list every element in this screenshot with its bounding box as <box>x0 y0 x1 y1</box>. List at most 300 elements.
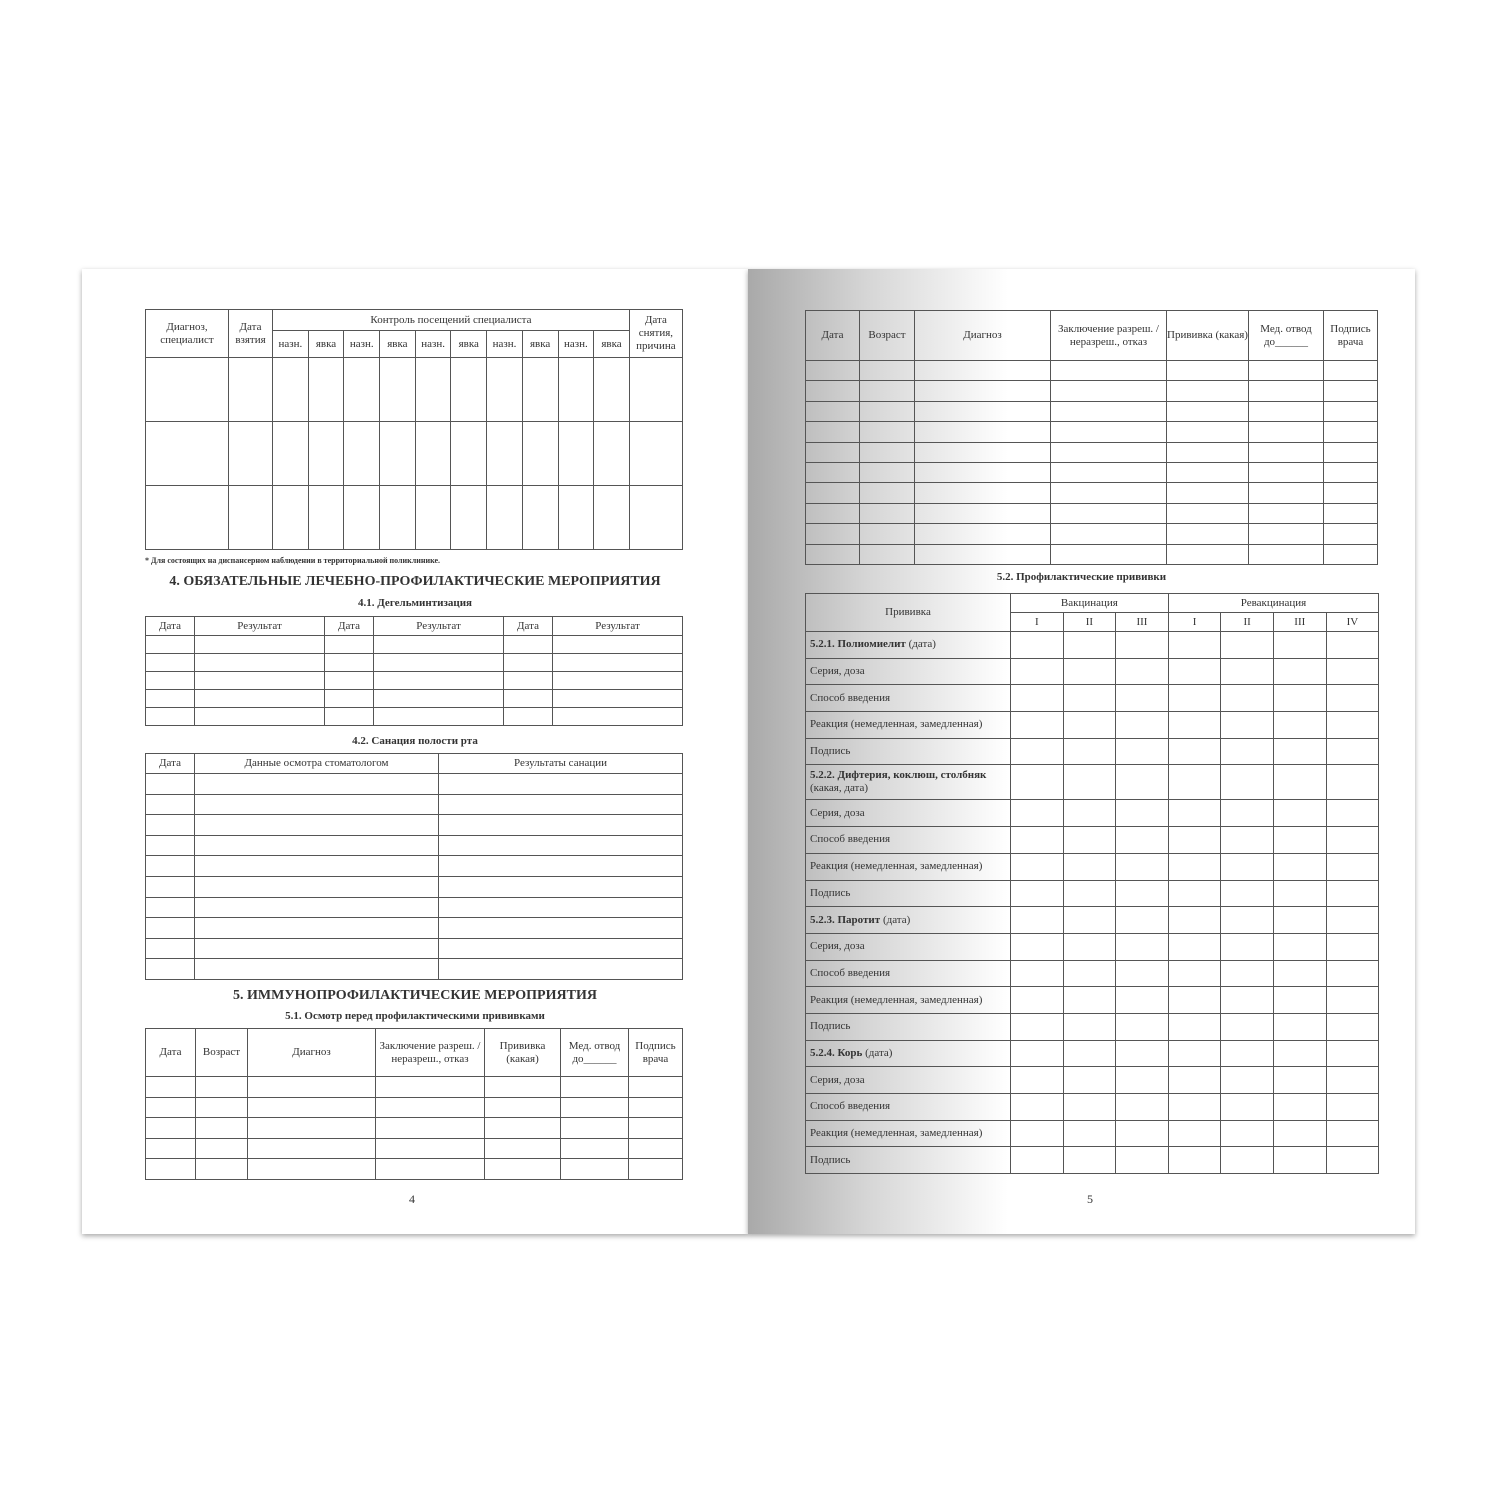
table-cell[interactable] <box>915 503 1051 523</box>
table-cell[interactable] <box>1011 1120 1064 1147</box>
table-cell[interactable] <box>1273 1067 1326 1094</box>
table-cell[interactable] <box>146 1077 196 1098</box>
table-cell[interactable] <box>629 1138 683 1159</box>
table-cell[interactable] <box>860 524 915 544</box>
table-cell[interactable] <box>1063 827 1116 854</box>
table-cell[interactable] <box>195 690 325 708</box>
table-cell[interactable] <box>451 422 487 486</box>
table-cell[interactable] <box>485 1118 561 1139</box>
table-cell[interactable] <box>1011 800 1064 827</box>
table-cell[interactable] <box>1168 765 1221 800</box>
table-cell[interactable] <box>1011 880 1064 907</box>
table-cell[interactable] <box>1221 1040 1274 1067</box>
table-cell[interactable] <box>1011 685 1064 712</box>
table-cell[interactable] <box>1167 503 1249 523</box>
table-cell[interactable] <box>504 636 553 654</box>
table-cell[interactable] <box>229 358 273 422</box>
table-cell[interactable] <box>325 672 374 690</box>
table-cell[interactable] <box>558 422 594 486</box>
table-cell[interactable] <box>1326 1013 1379 1040</box>
table-cell[interactable] <box>308 358 344 422</box>
table-cell[interactable] <box>1063 960 1116 987</box>
table-cell[interactable] <box>1116 738 1169 765</box>
table-cell[interactable] <box>1051 442 1167 462</box>
table-cell[interactable] <box>1116 960 1169 987</box>
table-cell[interactable] <box>146 856 195 877</box>
table-cell[interactable] <box>1273 827 1326 854</box>
table-cell[interactable] <box>1116 632 1169 659</box>
table-cell[interactable] <box>1011 658 1064 685</box>
table-cell[interactable] <box>380 358 416 422</box>
table-cell[interactable] <box>325 708 374 726</box>
table-cell[interactable] <box>553 708 683 726</box>
table-cell[interactable] <box>860 401 915 421</box>
table-cell[interactable] <box>1051 422 1167 442</box>
table-cell[interactable] <box>1116 1067 1169 1094</box>
table-cell[interactable] <box>806 524 860 544</box>
table-cell[interactable] <box>1168 632 1221 659</box>
table-cell[interactable] <box>1326 853 1379 880</box>
table-cell[interactable] <box>915 462 1051 482</box>
table-cell[interactable] <box>374 708 504 726</box>
table-cell[interactable] <box>344 358 380 422</box>
table-cell[interactable] <box>558 358 594 422</box>
table-cell[interactable] <box>1051 381 1167 401</box>
table-cell[interactable] <box>915 422 1051 442</box>
table-cell[interactable] <box>553 690 683 708</box>
table-cell[interactable] <box>1273 933 1326 960</box>
table-cell[interactable] <box>1221 827 1274 854</box>
table-cell[interactable] <box>1168 960 1221 987</box>
table-cell[interactable] <box>1116 765 1169 800</box>
table-cell[interactable] <box>1324 401 1378 421</box>
table-cell[interactable] <box>806 361 860 381</box>
table-cell[interactable] <box>1273 853 1326 880</box>
table-cell[interactable] <box>374 636 504 654</box>
table-cell[interactable] <box>1116 987 1169 1014</box>
table-cell[interactable] <box>1326 738 1379 765</box>
table-cell[interactable] <box>195 708 325 726</box>
table-cell[interactable] <box>1273 1040 1326 1067</box>
table-cell[interactable] <box>1249 462 1324 482</box>
table-cell[interactable] <box>146 774 195 795</box>
table-cell[interactable] <box>380 486 416 550</box>
table-cell[interactable] <box>1221 1013 1274 1040</box>
table-cell[interactable] <box>629 422 682 486</box>
table-cell[interactable] <box>1324 422 1378 442</box>
table-cell[interactable] <box>195 835 439 856</box>
table-cell[interactable] <box>1326 907 1379 934</box>
table-cell[interactable] <box>860 483 915 503</box>
table-cell[interactable] <box>558 486 594 550</box>
table-cell[interactable] <box>860 544 915 564</box>
table-cell[interactable] <box>195 856 439 877</box>
table-cell[interactable] <box>1011 1013 1064 1040</box>
table-cell[interactable] <box>1249 524 1324 544</box>
table-cell[interactable] <box>146 486 229 550</box>
table-cell[interactable] <box>439 897 683 918</box>
table-cell[interactable] <box>1167 422 1249 442</box>
table-cell[interactable] <box>1326 658 1379 685</box>
table-cell[interactable] <box>439 774 683 795</box>
table-cell[interactable] <box>915 544 1051 564</box>
table-cell[interactable] <box>1063 987 1116 1014</box>
table-cell[interactable] <box>376 1138 485 1159</box>
table-cell[interactable] <box>1011 933 1064 960</box>
table-cell[interactable] <box>1221 685 1274 712</box>
table-cell[interactable] <box>1221 880 1274 907</box>
table-cell[interactable] <box>1011 853 1064 880</box>
table-cell[interactable] <box>451 358 487 422</box>
table-cell[interactable] <box>1326 685 1379 712</box>
table-cell[interactable] <box>806 462 860 482</box>
table-cell[interactable] <box>1168 738 1221 765</box>
table-cell[interactable] <box>1011 1067 1064 1094</box>
table-cell[interactable] <box>561 1138 629 1159</box>
table-cell[interactable] <box>146 938 195 959</box>
table-cell[interactable] <box>522 486 558 550</box>
table-cell[interactable] <box>1221 960 1274 987</box>
table-cell[interactable] <box>1273 960 1326 987</box>
table-cell[interactable] <box>1167 544 1249 564</box>
table-cell[interactable] <box>915 361 1051 381</box>
table-cell[interactable] <box>806 381 860 401</box>
table-cell[interactable] <box>146 815 195 836</box>
table-cell[interactable] <box>860 442 915 462</box>
table-cell[interactable] <box>1063 1040 1116 1067</box>
table-cell[interactable] <box>1063 1120 1116 1147</box>
table-cell[interactable] <box>1051 462 1167 482</box>
table-cell[interactable] <box>195 876 439 897</box>
table-cell[interactable] <box>1221 933 1274 960</box>
table-cell[interactable] <box>146 690 195 708</box>
table-cell[interactable] <box>806 401 860 421</box>
table-cell[interactable] <box>561 1159 629 1180</box>
table-cell[interactable] <box>325 636 374 654</box>
table-cell[interactable] <box>146 422 229 486</box>
table-cell[interactable] <box>1063 1094 1116 1121</box>
table-cell[interactable] <box>1273 1094 1326 1121</box>
table-cell[interactable] <box>439 876 683 897</box>
table-cell[interactable] <box>1326 1040 1379 1067</box>
table-cell[interactable] <box>1324 524 1378 544</box>
table-cell[interactable] <box>485 1077 561 1098</box>
table-cell[interactable] <box>146 1138 196 1159</box>
table-cell[interactable] <box>806 483 860 503</box>
table-cell[interactable] <box>915 442 1051 462</box>
table-cell[interactable] <box>1273 738 1326 765</box>
table-cell[interactable] <box>1249 401 1324 421</box>
table-cell[interactable] <box>196 1097 248 1118</box>
table-cell[interactable] <box>1011 1147 1064 1174</box>
table-cell[interactable] <box>146 959 195 980</box>
table-cell[interactable] <box>1273 1120 1326 1147</box>
table-cell[interactable] <box>229 422 273 486</box>
table-cell[interactable] <box>325 690 374 708</box>
table-cell[interactable] <box>1221 1067 1274 1094</box>
table-cell[interactable] <box>1167 401 1249 421</box>
table-cell[interactable] <box>439 815 683 836</box>
table-cell[interactable] <box>1063 1147 1116 1174</box>
table-cell[interactable] <box>376 1118 485 1139</box>
table-cell[interactable] <box>415 358 451 422</box>
table-cell[interactable] <box>915 524 1051 544</box>
table-cell[interactable] <box>1063 765 1116 800</box>
table-cell[interactable] <box>561 1118 629 1139</box>
table-cell[interactable] <box>487 422 523 486</box>
table-cell[interactable] <box>146 708 195 726</box>
table-cell[interactable] <box>1063 907 1116 934</box>
table-cell[interactable] <box>1167 462 1249 482</box>
table-cell[interactable] <box>1221 1147 1274 1174</box>
table-cell[interactable] <box>1051 524 1167 544</box>
table-cell[interactable] <box>1063 880 1116 907</box>
table-cell[interactable] <box>248 1077 376 1098</box>
table-cell[interactable] <box>915 483 1051 503</box>
table-cell[interactable] <box>629 1159 683 1180</box>
table-cell[interactable] <box>915 401 1051 421</box>
table-cell[interactable] <box>860 381 915 401</box>
table-cell[interactable] <box>1063 685 1116 712</box>
table-cell[interactable] <box>1116 712 1169 739</box>
table-cell[interactable] <box>1051 544 1167 564</box>
table-cell[interactable] <box>1168 712 1221 739</box>
table-cell[interactable] <box>196 1077 248 1098</box>
table-cell[interactable] <box>1116 1094 1169 1121</box>
table-cell[interactable] <box>1063 658 1116 685</box>
table-cell[interactable] <box>1116 853 1169 880</box>
table-cell[interactable] <box>195 654 325 672</box>
table-cell[interactable] <box>1326 1120 1379 1147</box>
table-cell[interactable] <box>1273 987 1326 1014</box>
table-cell[interactable] <box>1326 765 1379 800</box>
table-cell[interactable] <box>561 1077 629 1098</box>
table-cell[interactable] <box>1011 987 1064 1014</box>
table-cell[interactable] <box>1273 880 1326 907</box>
table-cell[interactable] <box>1221 1094 1274 1121</box>
table-cell[interactable] <box>195 938 439 959</box>
table-cell[interactable] <box>1324 483 1378 503</box>
table-cell[interactable] <box>487 486 523 550</box>
table-cell[interactable] <box>439 835 683 856</box>
table-cell[interactable] <box>1273 632 1326 659</box>
table-cell[interactable] <box>1011 1040 1064 1067</box>
table-cell[interactable] <box>1011 827 1064 854</box>
table-cell[interactable] <box>553 654 683 672</box>
table-cell[interactable] <box>1326 1147 1379 1174</box>
table-cell[interactable] <box>1324 462 1378 482</box>
table-cell[interactable] <box>860 503 915 523</box>
table-cell[interactable] <box>195 918 439 939</box>
table-cell[interactable] <box>1326 712 1379 739</box>
table-cell[interactable] <box>344 422 380 486</box>
table-cell[interactable] <box>1168 1094 1221 1121</box>
table-cell[interactable] <box>195 774 439 795</box>
table-cell[interactable] <box>1221 658 1274 685</box>
table-cell[interactable] <box>1011 712 1064 739</box>
table-cell[interactable] <box>1249 544 1324 564</box>
table-cell[interactable] <box>1249 442 1324 462</box>
table-cell[interactable] <box>1249 381 1324 401</box>
table-cell[interactable] <box>629 358 682 422</box>
table-cell[interactable] <box>1273 800 1326 827</box>
table-cell[interactable] <box>1273 765 1326 800</box>
table-cell[interactable] <box>1249 422 1324 442</box>
table-cell[interactable] <box>485 1159 561 1180</box>
table-cell[interactable] <box>1116 933 1169 960</box>
table-cell[interactable] <box>1168 1147 1221 1174</box>
table-cell[interactable] <box>1326 827 1379 854</box>
table-cell[interactable] <box>195 897 439 918</box>
table-cell[interactable] <box>1249 361 1324 381</box>
table-cell[interactable] <box>374 672 504 690</box>
table-cell[interactable] <box>196 1138 248 1159</box>
table-cell[interactable] <box>1168 933 1221 960</box>
table-cell[interactable] <box>561 1097 629 1118</box>
table-cell[interactable] <box>522 422 558 486</box>
table-cell[interactable] <box>1168 800 1221 827</box>
table-cell[interactable] <box>1273 658 1326 685</box>
table-cell[interactable] <box>1167 524 1249 544</box>
table-cell[interactable] <box>376 1159 485 1180</box>
table-cell[interactable] <box>1116 907 1169 934</box>
table-cell[interactable] <box>485 1097 561 1118</box>
table-cell[interactable] <box>229 486 273 550</box>
table-cell[interactable] <box>1168 658 1221 685</box>
table-cell[interactable] <box>1221 738 1274 765</box>
table-cell[interactable] <box>1168 1120 1221 1147</box>
table-cell[interactable] <box>1221 800 1274 827</box>
table-cell[interactable] <box>1168 880 1221 907</box>
table-cell[interactable] <box>196 1159 248 1180</box>
table-cell[interactable] <box>1273 907 1326 934</box>
table-cell[interactable] <box>1324 361 1378 381</box>
table-cell[interactable] <box>415 422 451 486</box>
table-cell[interactable] <box>487 358 523 422</box>
table-cell[interactable] <box>1168 1013 1221 1040</box>
table-cell[interactable] <box>1324 442 1378 462</box>
table-cell[interactable] <box>146 1159 196 1180</box>
table-cell[interactable] <box>1011 907 1064 934</box>
table-cell[interactable] <box>146 672 195 690</box>
table-cell[interactable] <box>146 1118 196 1139</box>
table-cell[interactable] <box>1168 1040 1221 1067</box>
table-cell[interactable] <box>629 1118 683 1139</box>
table-cell[interactable] <box>1326 800 1379 827</box>
table-cell[interactable] <box>248 1097 376 1118</box>
table-cell[interactable] <box>1011 632 1064 659</box>
table-cell[interactable] <box>1051 483 1167 503</box>
table-cell[interactable] <box>1116 1013 1169 1040</box>
table-cell[interactable] <box>146 897 195 918</box>
table-cell[interactable] <box>1116 827 1169 854</box>
table-cell[interactable] <box>1011 960 1064 987</box>
table-cell[interactable] <box>273 358 309 422</box>
table-cell[interactable] <box>1249 503 1324 523</box>
table-cell[interactable] <box>1063 1013 1116 1040</box>
table-cell[interactable] <box>1326 933 1379 960</box>
table-cell[interactable] <box>806 442 860 462</box>
table-cell[interactable] <box>439 794 683 815</box>
table-cell[interactable] <box>504 672 553 690</box>
table-cell[interactable] <box>195 959 439 980</box>
table-cell[interactable] <box>1168 827 1221 854</box>
table-cell[interactable] <box>1326 1094 1379 1121</box>
table-cell[interactable] <box>1168 853 1221 880</box>
table-cell[interactable] <box>594 422 630 486</box>
table-cell[interactable] <box>273 422 309 486</box>
table-cell[interactable] <box>248 1138 376 1159</box>
table-cell[interactable] <box>248 1118 376 1139</box>
table-cell[interactable] <box>146 794 195 815</box>
table-cell[interactable] <box>1116 800 1169 827</box>
table-cell[interactable] <box>1221 712 1274 739</box>
table-cell[interactable] <box>1051 361 1167 381</box>
table-cell[interactable] <box>1011 765 1064 800</box>
table-cell[interactable] <box>195 672 325 690</box>
table-cell[interactable] <box>1063 632 1116 659</box>
table-cell[interactable] <box>504 690 553 708</box>
table-cell[interactable] <box>439 918 683 939</box>
table-cell[interactable] <box>1116 1147 1169 1174</box>
table-cell[interactable] <box>806 544 860 564</box>
table-cell[interactable] <box>146 654 195 672</box>
table-cell[interactable] <box>1063 853 1116 880</box>
table-cell[interactable] <box>195 794 439 815</box>
table-cell[interactable] <box>380 422 416 486</box>
table-cell[interactable] <box>860 361 915 381</box>
table-cell[interactable] <box>504 654 553 672</box>
table-cell[interactable] <box>629 486 682 550</box>
table-cell[interactable] <box>806 422 860 442</box>
table-cell[interactable] <box>146 876 195 897</box>
table-cell[interactable] <box>1167 361 1249 381</box>
table-cell[interactable] <box>308 486 344 550</box>
table-cell[interactable] <box>195 636 325 654</box>
table-cell[interactable] <box>1324 381 1378 401</box>
table-cell[interactable] <box>1273 685 1326 712</box>
table-cell[interactable] <box>1168 1067 1221 1094</box>
table-cell[interactable] <box>1063 933 1116 960</box>
table-cell[interactable] <box>1273 712 1326 739</box>
table-cell[interactable] <box>1273 1147 1326 1174</box>
table-cell[interactable] <box>1116 658 1169 685</box>
table-cell[interactable] <box>146 636 195 654</box>
table-cell[interactable] <box>146 835 195 856</box>
table-cell[interactable] <box>1011 1094 1064 1121</box>
table-cell[interactable] <box>629 1077 683 1098</box>
table-cell[interactable] <box>1167 381 1249 401</box>
table-cell[interactable] <box>196 1118 248 1139</box>
table-cell[interactable] <box>374 690 504 708</box>
table-cell[interactable] <box>325 654 374 672</box>
table-cell[interactable] <box>1063 1067 1116 1094</box>
table-cell[interactable] <box>1011 738 1064 765</box>
table-cell[interactable] <box>439 856 683 877</box>
table-cell[interactable] <box>1324 503 1378 523</box>
table-cell[interactable] <box>860 462 915 482</box>
table-cell[interactable] <box>1324 544 1378 564</box>
table-cell[interactable] <box>1326 880 1379 907</box>
table-cell[interactable] <box>1168 987 1221 1014</box>
table-cell[interactable] <box>594 486 630 550</box>
table-cell[interactable] <box>504 708 553 726</box>
table-cell[interactable] <box>1051 503 1167 523</box>
table-cell[interactable] <box>1116 1040 1169 1067</box>
table-cell[interactable] <box>376 1097 485 1118</box>
table-cell[interactable] <box>439 938 683 959</box>
table-cell[interactable] <box>1221 765 1274 800</box>
